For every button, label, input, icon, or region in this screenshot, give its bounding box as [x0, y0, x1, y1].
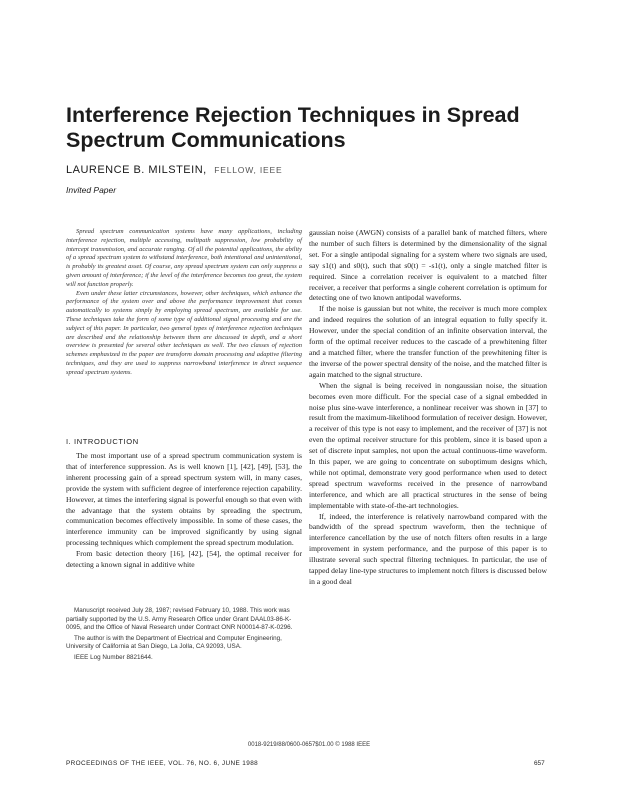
article-title: Interference Rejection Techniques in Spread Spectrum Communications — [66, 103, 520, 152]
body-paragraph: When the signal is being received in nongaussian noise, the situation becomes even more difficult. For the special case of a signal embedded in noise plus sine-wave interference, a nonlinear receiver was shown in [37] to result from the maximum-likelihood formulation of receiver design. However, a receiver of this type is not easy to implement, and the receiver of [37] is not even the optimal receiver structure for this problem, since it is based upon a set of discrete input samples, not upon the actual continuous-time waveform. In this paper, we are going to concentrate on suboptimum designs which, while not optimal, demonstrate very good performance when used to detect spread spectrum waveforms received in the presence of narrowband interference, and which are all practical structures in the sense of being implementable with state-of-the-art technologies. — [309, 380, 547, 510]
body-paragraph: gaussian noise (AWGN) consists of a parallel bank of matched filters, where the number of such filters is determined by the dimensionality of the signal set. For a single antipodal signaling for a system where two signals are used, say s1(t) and s0(t), such that s0(t) = -s1(t), only a single matched filter is required. Since a correlation receiver is equivalent to a matched filter receiver, a receiver that performs a single coherent correlation is optimum for detecting one of two known antipodal waveforms. — [309, 228, 547, 303]
abstract — [66, 228, 302, 378]
footnote-author: The author is with the Department of Electrical and Computer Engineering, University of California at San Diego, La Jolla, CA 92093, USA. — [66, 634, 282, 651]
author-name: LAURENCE B. MILSTEIN, — [66, 164, 207, 176]
body-paragraph: The most important use of a spread spectrum communication system is that of interference suppression. As is well known [1], [42], [49], [53], the inherent processing gain of a spread spectrum system will, in many cases, provide the system with sufficient degree of interference rejection capability. However, at times the interfering signal is powerful enough so that even with the advantage that the system obtains by spreading the spectrum, communication becomes effectively impossible. In some of these cases, the interference immunity can be improved significantly by using signal processing techniques which complement the spread spectrum modulation. — [66, 451, 302, 548]
body-paragraph: If the noise is gaussian but not white, the receiver is much more complex and indeed requires the solution of an integral equation to fully specify it. However, under the special condition of an infinite observation interval, the form of the optimal receiver reduces to the cascade of a prewhitening filter and a matched filter, where the transfer function of the prewhitening filter is the inverse of the power spectral density of the noise, and the matched filter is again matched to the signal structure. — [309, 304, 547, 379]
footnotes — [66, 607, 302, 665]
abstract-paragraph: Spread spectrum communication systems have many applications, including interference rejection, multiple accessing, multipath suppression, low probability of intercept transmission, and accurate ranging. Of all the potential applications, the ability of a spread spectrum system to withstand interference, both intentional and unintentional, is probably its greatest asset. Of course, any spread spectrum system can only suppress a given amount of interference; if the level of the interference becomes too great, the system will not function properly. — [66, 228, 302, 288]
ieee-log-number: IEEE Log Number 8821644. — [74, 653, 153, 661]
issn-line: 0018-9219/88/0600-0657$01.00 © 1988 IEEE — [247, 742, 371, 748]
running-footer: PROCEEDINGS OF THE IEEE, VOL. 76, NO. 6, JUNE 1988 — [66, 760, 259, 767]
footnote-manuscript: Manuscript received July 28, 1987; revised February 10, 1988. This work was partially supported by the U.S. Army Research Office under Grant DAAL03-86-K-0095, and the Office of Naval Research under Contract ONR N00014-87-K-0296. — [66, 607, 293, 632]
body-paragraph: If, indeed, the interference is relatively narrowband compared with the bandwidth of the spread spectrum waveform, then the technique of interference cancellation by the use of notch filters often results in a large improvement in system performance, and the purpose of this paper is to illustrate several such spectral filtering techniques. In particular, the use of tapped delay line-type structures to implement notch filters is discussed below in a good deal — [309, 511, 547, 586]
author-affiliation: FELLOW, IEEE — [214, 165, 283, 175]
abstract-paragraph: Even under these latter circumstances, however, other techniques, which enhance the performance of the system over and above the performance improvement that comes automatically to systems simply by employing spread spectrum, are available for use. These techniques take the form of some type of additional signal processing and are the subject of this paper. In particular, two general types of interference rejection techniques are described and the relationship between them are discussed in depth, and a short overview is presented for several other techniques as well. The two classes of rejection schemes emphasized in the paper are transform domain processing and adaptive filtering techniques, and they are used to suppress narrowband interference in direct sequence spread spectrum systems. — [66, 289, 302, 376]
left-column-body — [66, 451, 302, 571]
section-heading: I. INTRODUCTION — [66, 437, 139, 446]
right-column-body — [309, 228, 547, 588]
paper-type-label: Invited Paper — [66, 185, 117, 195]
page-number: 657 — [534, 760, 545, 767]
body-paragraph: From basic detection theory [16], [42], [54], the optimal receiver for detecting a known signal in additive white — [66, 549, 302, 570]
author-line — [66, 164, 282, 176]
